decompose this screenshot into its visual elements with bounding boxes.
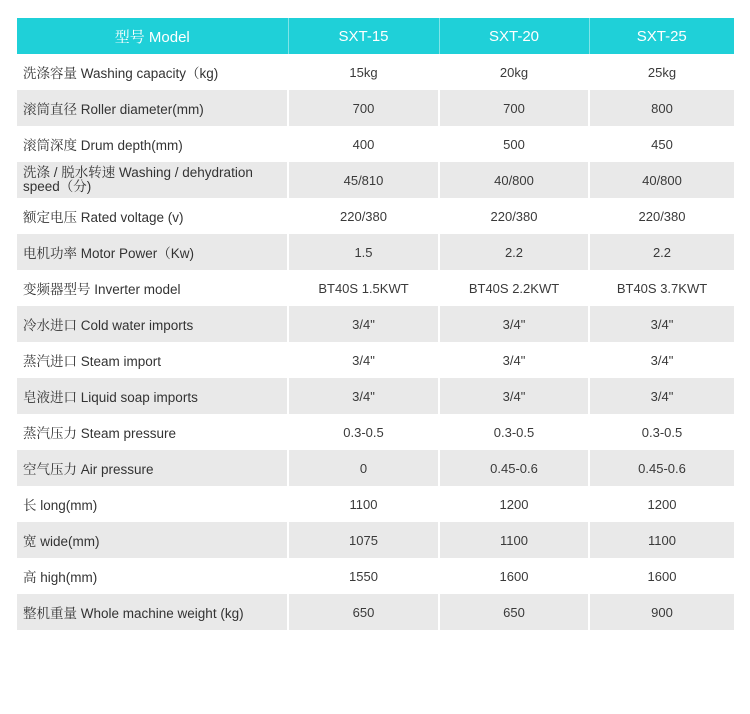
cell-value: 1200: [589, 486, 734, 522]
row-label: 冷水进口 Cold water imports: [17, 306, 288, 342]
cell-value: 900: [589, 594, 734, 630]
spec-row-motor-power: [17, 234, 734, 270]
spec-row-long: [17, 486, 734, 522]
row-label: 电机功率 Motor Power（Kw): [17, 234, 288, 270]
cell-value: 0.3-0.5: [288, 414, 439, 450]
cell-value: 3/4": [439, 306, 589, 342]
cell-value: 3/4": [439, 378, 589, 414]
cell-value: 3/4": [288, 378, 439, 414]
cell-value: 700: [288, 90, 439, 126]
cell-value: 3/4": [589, 378, 734, 414]
spec-row-cold-water-imports: [17, 306, 734, 342]
cell-value: 650: [288, 594, 439, 630]
spec-row-wide: [17, 522, 734, 558]
cell-value: 220/380: [439, 198, 589, 234]
spec-row-liquid-soap-imports: [17, 378, 734, 414]
cell-value: 3/4": [288, 306, 439, 342]
cell-value: 45/810: [288, 162, 439, 198]
cell-value: 15kg: [288, 54, 439, 90]
cell-value: 3/4": [589, 342, 734, 378]
spec-row-rated-voltage: [17, 198, 734, 234]
cell-value: 2.2: [589, 234, 734, 270]
header-model-sxt-15: SXT-15: [288, 18, 439, 54]
row-label: 整机重量 Whole machine weight (kg): [17, 594, 288, 630]
cell-value: 0.3-0.5: [589, 414, 734, 450]
spec-row-drum-depth: [17, 126, 734, 162]
cell-value: 1100: [589, 522, 734, 558]
row-label: 空气压力 Air pressure: [17, 450, 288, 486]
row-label: 皂液进口 Liquid soap imports: [17, 378, 288, 414]
row-label: 长 long(mm): [17, 486, 288, 522]
cell-value: 700: [439, 90, 589, 126]
cell-value: 220/380: [288, 198, 439, 234]
cell-value: 220/380: [589, 198, 734, 234]
spec-row-roller-diameter: [17, 90, 734, 126]
cell-value: 3/4": [288, 342, 439, 378]
cell-value: BT40S 3.7KWT: [589, 270, 734, 306]
cell-value: 450: [589, 126, 734, 162]
spec-row-inverter-model: [17, 270, 734, 306]
header-model-label: 型号 Model: [17, 18, 288, 54]
spec-table-header: [17, 18, 734, 54]
cell-value: 25kg: [589, 54, 734, 90]
spec-row-steam-import: [17, 342, 734, 378]
spec-table: [17, 18, 734, 630]
header-model-sxt-25: SXT-25: [589, 18, 734, 54]
cell-value: 3/4": [439, 342, 589, 378]
cell-value: BT40S 1.5KWT: [288, 270, 439, 306]
cell-value: 20kg: [439, 54, 589, 90]
row-label: 蒸汽压力 Steam pressure: [17, 414, 288, 450]
cell-value: 1600: [439, 558, 589, 594]
spec-row-machine-weight: [17, 594, 734, 630]
row-label: 高 high(mm): [17, 558, 288, 594]
spec-row-high: [17, 558, 734, 594]
cell-value: 650: [439, 594, 589, 630]
cell-value: 3/4": [589, 306, 734, 342]
cell-value: 1075: [288, 522, 439, 558]
cell-value: 2.2: [439, 234, 589, 270]
cell-value: 1550: [288, 558, 439, 594]
cell-value: 1100: [439, 522, 589, 558]
cell-value: 40/800: [589, 162, 734, 198]
cell-value: 1600: [589, 558, 734, 594]
cell-value: 400: [288, 126, 439, 162]
row-label: 额定电压 Rated voltage (v): [17, 198, 288, 234]
header-model-sxt-20: SXT-20: [439, 18, 589, 54]
spec-row-steam-pressure: [17, 414, 734, 450]
row-label: 变频器型号 Inverter model: [17, 270, 288, 306]
cell-value: 0.45-0.6: [589, 450, 734, 486]
row-label: 滚筒深度 Drum depth(mm): [17, 126, 288, 162]
cell-value: BT40S 2.2KWT: [439, 270, 589, 306]
row-label: 洗涤容量 Washing capacity（kg): [17, 54, 288, 90]
cell-value: 1200: [439, 486, 589, 522]
header-row: [17, 18, 734, 54]
spec-row-washing-capacity: [17, 54, 734, 90]
cell-value: 0.3-0.5: [439, 414, 589, 450]
row-label: 滚筒直径 Roller diameter(mm): [17, 90, 288, 126]
row-label: 宽 wide(mm): [17, 522, 288, 558]
spec-row-speed: [17, 162, 734, 198]
row-label: 蒸汽进口 Steam import: [17, 342, 288, 378]
cell-value: 0: [288, 450, 439, 486]
cell-value: 0.45-0.6: [439, 450, 589, 486]
cell-value: 800: [589, 90, 734, 126]
cell-value: 40/800: [439, 162, 589, 198]
cell-value: 1100: [288, 486, 439, 522]
spec-table-body: [17, 54, 734, 630]
cell-value: 1.5: [288, 234, 439, 270]
row-label: 洗涤 / 脱水转速 Washing / dehydration speed（分): [17, 162, 288, 198]
cell-value: 500: [439, 126, 589, 162]
spec-row-air-pressure: [17, 450, 734, 486]
